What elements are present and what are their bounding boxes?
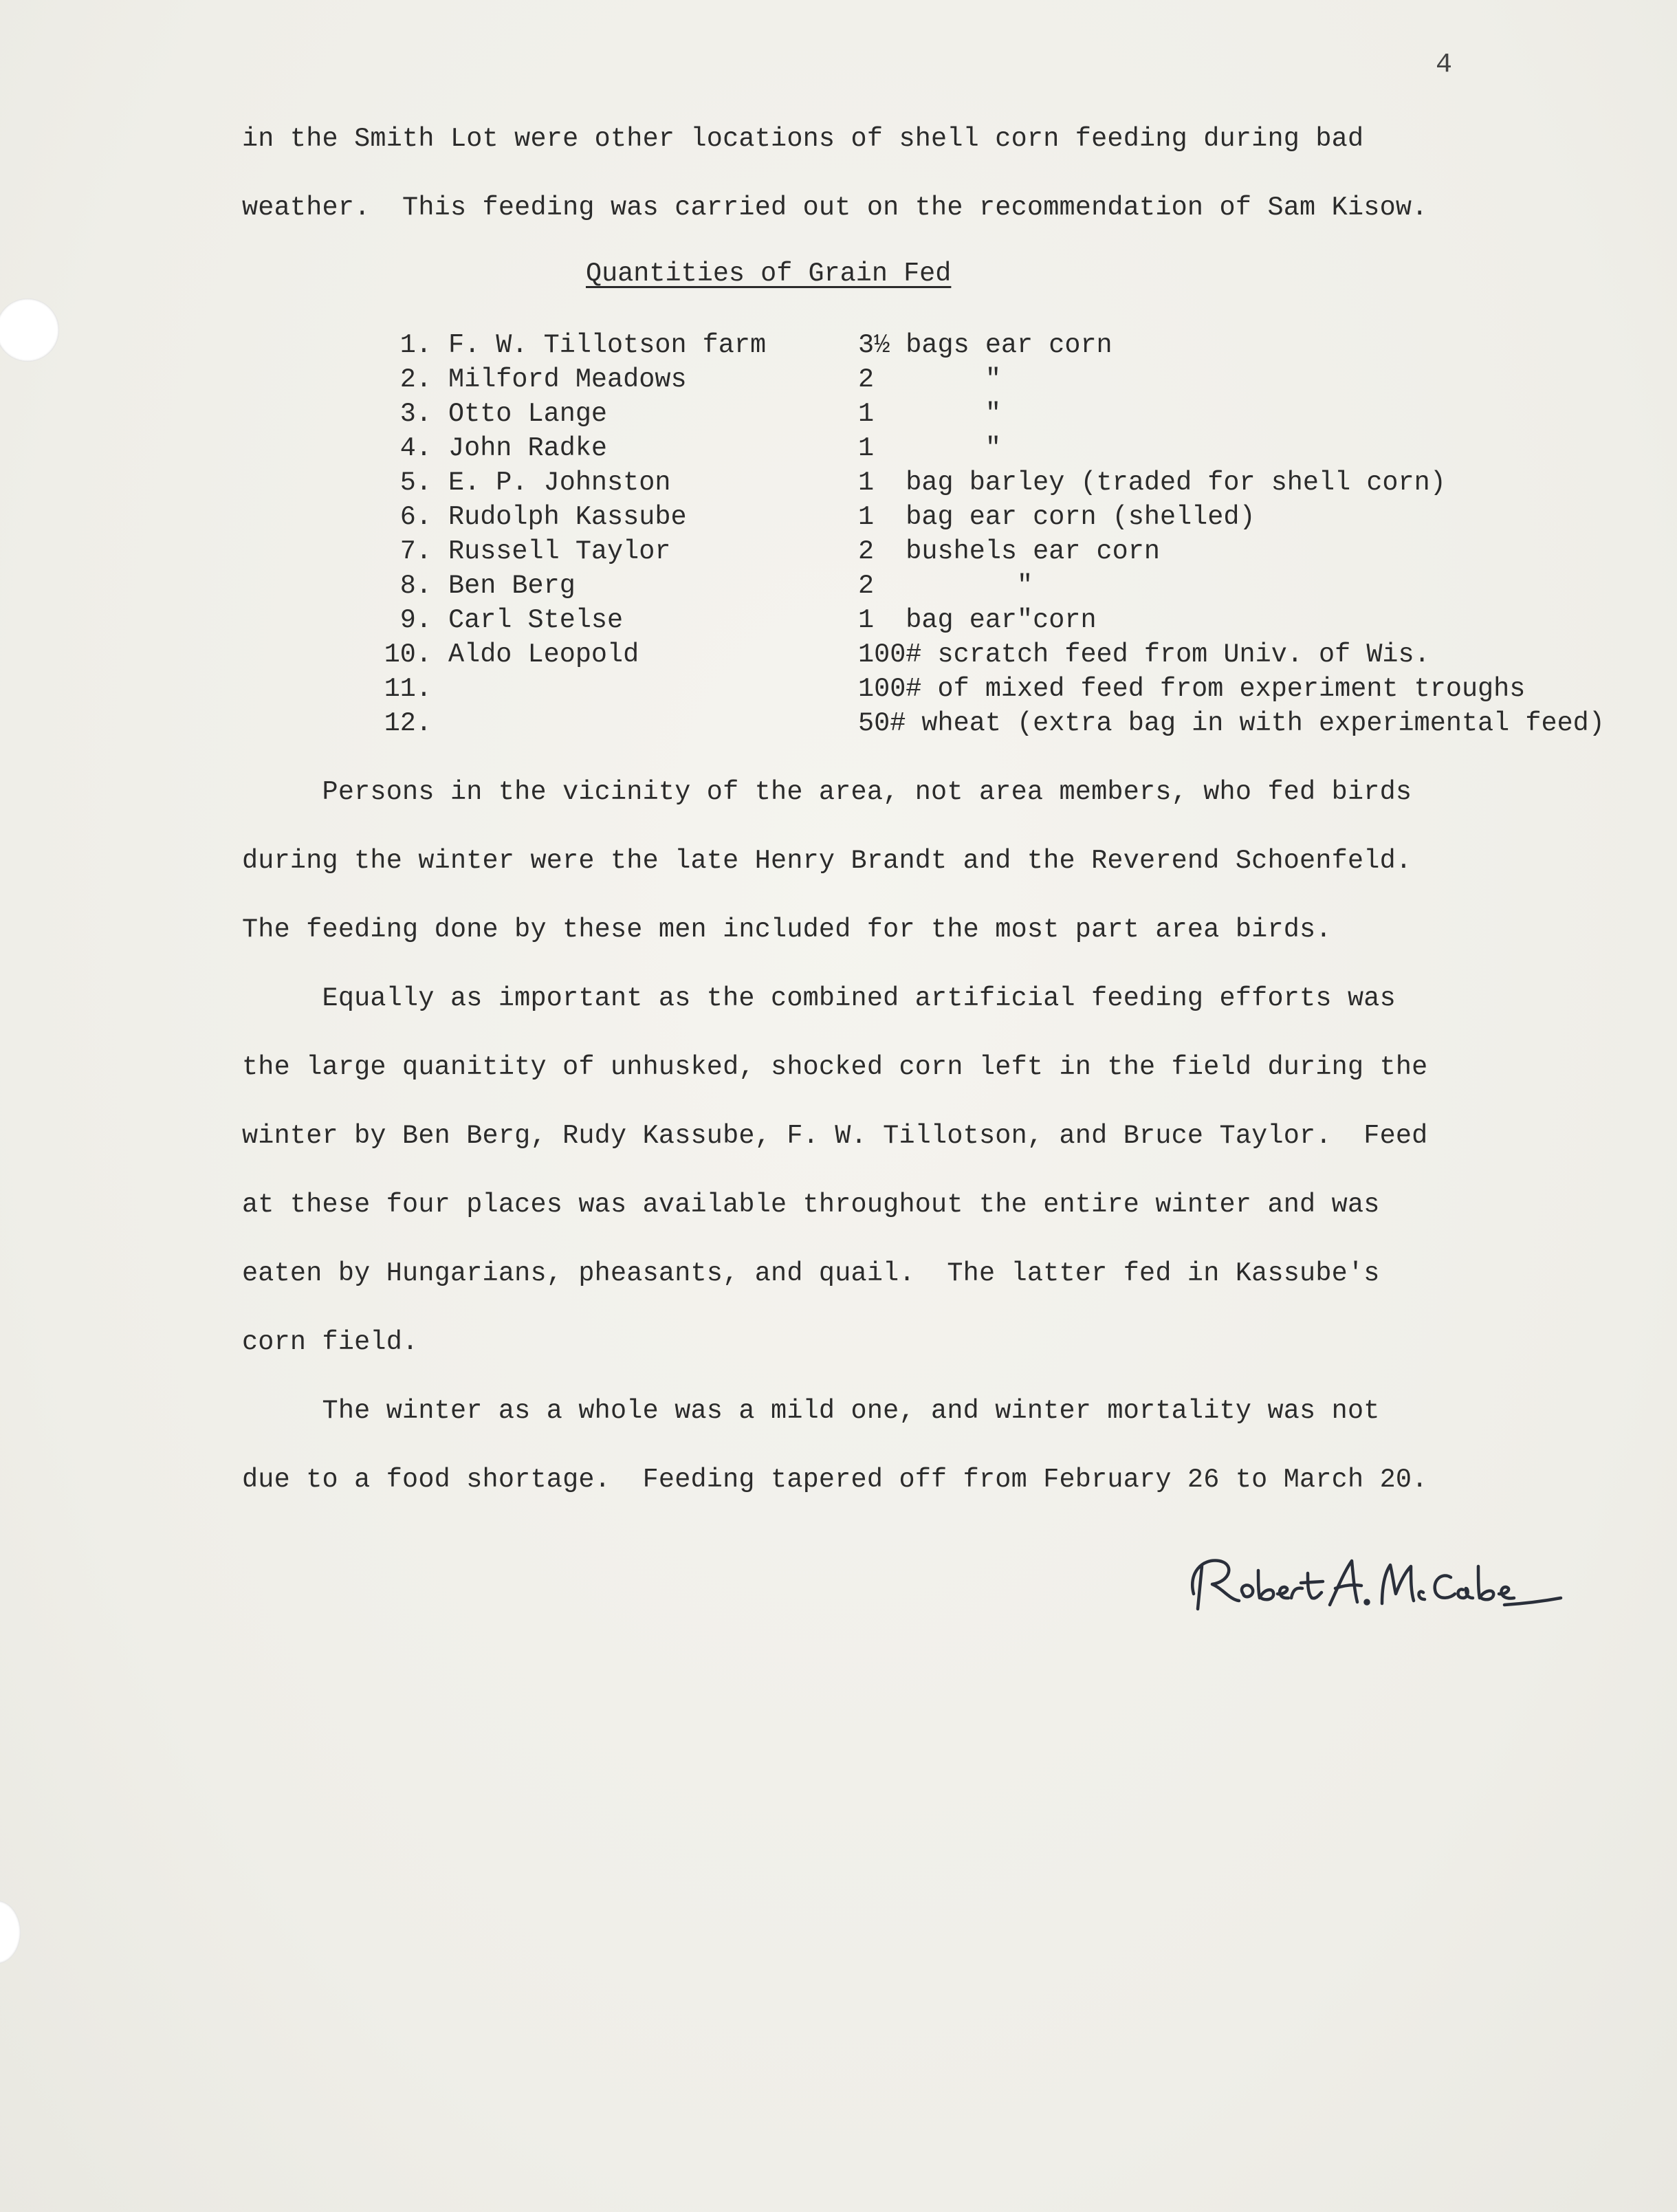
body-line: The feeding done by these men included for the most part area birds. — [242, 915, 1332, 945]
row-name: Carl Stelse — [448, 605, 624, 635]
row-number: 6. — [399, 502, 432, 532]
row-name: F. W. Tillotson farm — [448, 330, 767, 360]
row-quantity: 1 bag barley (traded for shell corn) — [858, 468, 1446, 498]
body-line: eaten by Hungarians, pheasants, and quail. The latter fed in Kassube's — [242, 1258, 1380, 1289]
intro-line: weather. This feeding was carried out on the recommendation of Sam Kisow. — [242, 193, 1428, 223]
body-line: the large quanitity of unhusked, shocked corn left in the field during the — [242, 1052, 1428, 1082]
body-line: Persons in the vicinity of the area, not area members, who fed birds — [242, 777, 1412, 807]
table-heading: Quantities of Grain Fed — [586, 259, 952, 289]
body-line: Equally as important as the combined artificial feeding efforts was — [242, 983, 1396, 1014]
row-number: 11. — [384, 674, 432, 704]
row-number: 10. — [384, 639, 432, 670]
row-number: 4. — [399, 433, 432, 463]
row-quantity: 1 " — [858, 433, 1001, 463]
row-quantity: 1 " — [858, 399, 1001, 429]
punch-hole — [0, 1901, 21, 1964]
body-line: at these four places was available throughout the entire winter and was — [242, 1190, 1380, 1220]
row-number: 1. — [399, 330, 432, 360]
row-name: Rudolph Kassube — [448, 502, 687, 532]
row-quantity: 100# scratch feed from Univ. of Wis. — [858, 639, 1430, 670]
intro-line: in the Smith Lot were other locations of shell corn feeding during bad — [242, 124, 1364, 154]
row-number: 9. — [399, 605, 432, 635]
body-line: due to a food shortage. Feeding tapered off from February 26 to March 20. — [242, 1465, 1428, 1495]
row-quantity: 3½ bags ear corn — [858, 330, 1112, 360]
row-number: 8. — [399, 571, 432, 601]
row-quantity: 50# wheat (extra bag in with experimental feed) — [858, 708, 1605, 738]
row-number: 5. — [399, 468, 432, 498]
row-quantity: 100# of mixed feed from experiment troughs — [858, 674, 1526, 704]
row-number: 2. — [399, 364, 432, 395]
row-name: Milford Meadows — [448, 364, 687, 395]
handwritten-signature — [1181, 1546, 1566, 1621]
row-number: 12. — [384, 708, 432, 738]
row-quantity: 1 bag ear corn (shelled) — [858, 502, 1256, 532]
row-number: 3. — [399, 399, 432, 429]
body-line: The winter as a whole was a mild one, and winter mortality was not — [242, 1396, 1380, 1426]
row-name: Aldo Leopold — [448, 639, 639, 670]
row-quantity: 2 bushels ear corn — [858, 536, 1160, 567]
row-quantity: 2 " — [858, 571, 1033, 601]
row-number: 7. — [399, 536, 432, 567]
row-name: Russell Taylor — [448, 536, 671, 567]
body-line: during the winter were the late Henry Brandt and the Reverend Schoenfeld. — [242, 846, 1412, 876]
row-quantity: 1 bag ear"corn — [858, 605, 1097, 635]
row-name: Otto Lange — [448, 399, 608, 429]
row-quantity: 2 " — [858, 364, 1001, 395]
punch-hole — [0, 298, 59, 362]
body-line: winter by Ben Berg, Rudy Kassube, F. W. Tillotson, and Bruce Taylor. Feed — [242, 1121, 1428, 1151]
row-name: John Radke — [448, 433, 608, 463]
row-name: Ben Berg — [448, 571, 576, 601]
page-number: 4 — [1436, 50, 1453, 80]
body-line: corn field. — [242, 1327, 419, 1357]
row-name: E. P. Johnston — [448, 468, 671, 498]
